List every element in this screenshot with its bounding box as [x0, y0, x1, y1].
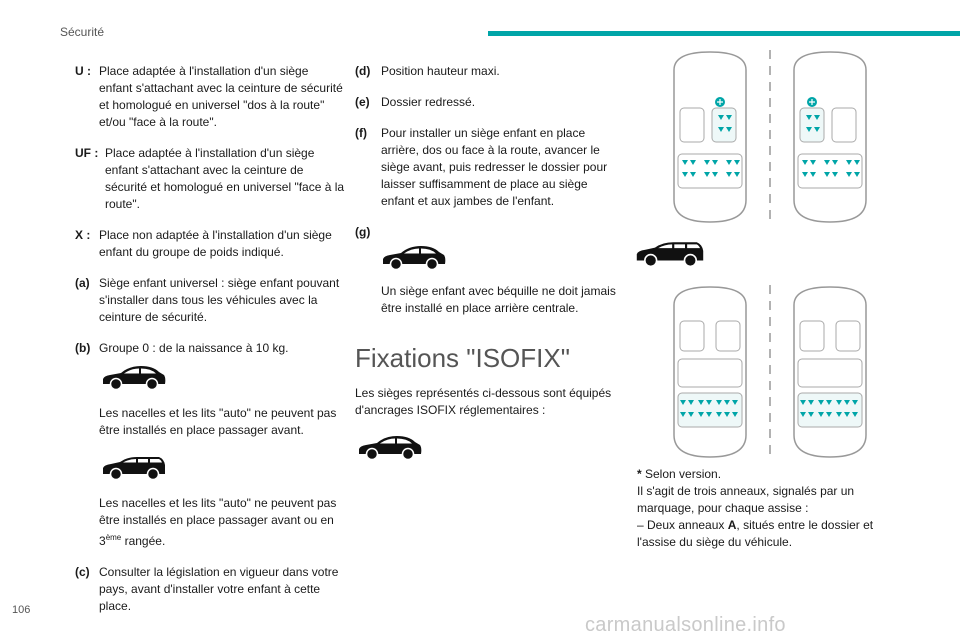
isofix-intro: Les sièges représentés ci-dessous sont équipés d'ancrages ISOFIX réglementaires :	[355, 386, 612, 417]
section-accent-bar	[488, 31, 960, 36]
note-b-wagon-text-part1: Les nacelles et les lits "auto" ne peuvent pas être installés en place passager avant ou en 3	[99, 496, 337, 548]
legend-x	[75, 227, 345, 261]
estate-car-silhouette-icon	[633, 238, 707, 268]
isofix-heading: Fixations "ISOFIX"	[355, 343, 570, 373]
middle-column	[355, 63, 620, 461]
suv-silhouette-icon	[381, 243, 447, 271]
anchor-a-letter: A	[727, 518, 737, 532]
car-top-view-left	[674, 287, 746, 457]
note-b-suv-text: Les nacelles et les lits "auto" ne peuvent pas être installés en place passager avant.	[99, 406, 337, 437]
estate-car-silhouette-icon	[101, 453, 167, 481]
note-b-wagon-sup: ème	[105, 533, 122, 542]
note-c	[75, 564, 345, 615]
isofix-seats-diagram-7-seats	[660, 285, 900, 460]
note-label: (e)	[355, 95, 370, 109]
note-a	[75, 275, 345, 326]
suv-silhouette-icon	[101, 363, 167, 391]
legend-label: X :	[75, 228, 91, 242]
note-g-body	[381, 243, 620, 317]
note-f	[355, 125, 620, 210]
note-b-wagon-text	[99, 495, 345, 550]
note-text: Dossier redressé.	[381, 95, 476, 109]
note-text: Pour installer un siège enfant en place arrière, dos ou face à la route, avancer le siège avant, puis redresser le dossier pour laisser suffisamment de place au siège enfant et aux jambes de l'enfant.	[381, 126, 608, 208]
legend-text: Place non adaptée à l'installation d'un siège enfant du groupe de poids indiqué.	[99, 228, 332, 259]
note-b-wagon-text-part2: rangée.	[121, 534, 166, 548]
watermark: carmanualsonline.info	[585, 614, 786, 636]
note-label: (a)	[75, 276, 90, 290]
section-title: Sécurité	[60, 25, 105, 39]
note-b-suv-block	[99, 363, 345, 439]
right-column-text	[637, 466, 895, 551]
anchor-a-pre: – Deux anneaux	[637, 518, 728, 532]
note-label: (g)	[355, 225, 371, 239]
anchors-description: Il s'agit de trois anneaux, signalés par un marquage, pour chaque assise :	[637, 484, 855, 515]
note-g	[355, 224, 620, 317]
note-b	[75, 340, 345, 357]
note-d	[355, 63, 620, 80]
legend-label: U :	[75, 64, 91, 78]
left-column	[75, 63, 345, 629]
suv-silhouette-icon	[357, 433, 423, 461]
note-text: Siège enfant universel : siège enfant pouvant s'installer dans tous les véhicules avec la ceinture de sécurité.	[99, 276, 340, 324]
legend-uf	[75, 145, 345, 213]
car-top-view-left	[674, 52, 746, 222]
footnote-mark: *	[637, 467, 642, 481]
legend-text: Place adaptée à l'installation d'un siège enfant s'attachant avec la ceinture de sécurité et homologué en universel "face à la route".	[105, 146, 345, 211]
note-text: Position hauteur maxi.	[381, 64, 500, 78]
car-top-view-right	[794, 52, 866, 222]
legend-u	[75, 63, 345, 131]
legend-label: UF :	[75, 146, 99, 160]
note-label: (f)	[355, 126, 367, 140]
note-text: Un siège enfant avec béquille ne doit jamais être installé en place arrière centrale.	[381, 284, 616, 315]
anchor-a-post: , situés entre le dossier et l'assise du siège du véhicule.	[637, 518, 874, 549]
note-label: (c)	[75, 565, 90, 579]
note-text: Consulter la législation en vigueur dans votre pays, avant d'installer votre enfant à cette place.	[99, 565, 339, 613]
page-number: 106	[12, 604, 31, 616]
note-e	[355, 94, 620, 111]
legend-text: Place adaptée à l'installation d'un siège enfant s'attachant avec la ceinture de sécurité et homologué en universel "dos à la route" et/ou "face à la route".	[99, 64, 343, 129]
note-label: (b)	[75, 341, 91, 355]
car-top-view-right	[794, 287, 866, 457]
footnote-text: Selon version.	[641, 467, 722, 481]
note-text: Groupe 0 : de la naissance à 10 kg.	[99, 341, 289, 355]
isofix-seats-diagram-5-seats	[660, 50, 900, 225]
note-b-wagon-block	[99, 453, 345, 550]
note-label: (d)	[355, 64, 371, 78]
footnote	[637, 466, 895, 483]
anchor-a-item	[637, 517, 895, 551]
